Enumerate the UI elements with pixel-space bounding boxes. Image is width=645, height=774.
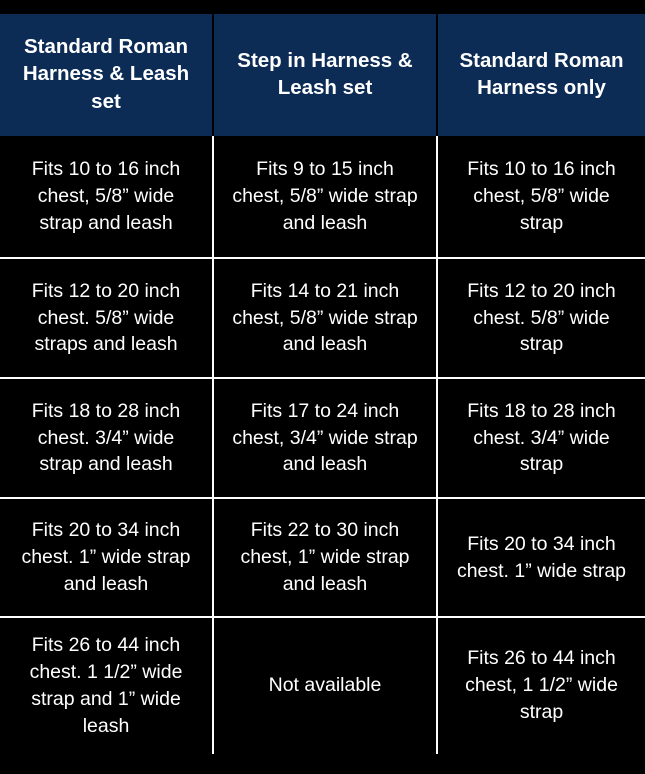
table-cell: Fits 18 to 28 inch chest. 3/4” wide strap and leash — [0, 378, 213, 498]
table-body — [0, 136, 645, 754]
table-cell: Fits 20 to 34 inch chest. 1” wide strap — [437, 498, 645, 617]
table-cell: Fits 26 to 44 inch chest, 1 1/2” wide strap — [437, 617, 645, 754]
column-header-standard-roman-harness-leash-set: Standard Roman Harness & Leash set — [0, 14, 213, 136]
table-cell: Fits 18 to 28 inch chest. 3/4” wide strap — [437, 378, 645, 498]
header-row — [0, 14, 645, 136]
table-header — [0, 14, 645, 136]
harness-size-table — [0, 14, 645, 754]
table-cell: Fits 10 to 16 inch chest, 5/8” wide strap — [437, 136, 645, 258]
table-cell: Fits 17 to 24 inch chest, 3/4” wide strap and leash — [213, 378, 437, 498]
table-cell: Not available — [213, 617, 437, 754]
table-cell: Fits 20 to 34 inch chest. 1” wide strap and leash — [0, 498, 213, 617]
table-cell: Fits 26 to 44 inch chest. 1 1/2” wide strap and 1” wide leash — [0, 617, 213, 754]
table-row — [0, 617, 645, 754]
table-cell: Fits 10 to 16 inch chest, 5/8” wide strap and leash — [0, 136, 213, 258]
table-cell: Fits 12 to 20 inch chest. 5/8” wide straps and leash — [0, 258, 213, 378]
column-header-standard-roman-harness-only: Standard Roman Harness only — [437, 14, 645, 136]
table-cell: Fits 14 to 21 inch chest, 5/8” wide strap and leash — [213, 258, 437, 378]
bottom-spacer — [0, 754, 645, 772]
table-row — [0, 378, 645, 498]
table-cell: Fits 9 to 15 inch chest, 5/8” wide strap and leash — [213, 136, 437, 258]
table-cell: Fits 22 to 30 inch chest, 1” wide strap and leash — [213, 498, 437, 617]
table-row — [0, 258, 645, 378]
table-row — [0, 136, 645, 258]
table-cell: Fits 12 to 20 inch chest. 5/8” wide strap — [437, 258, 645, 378]
table-row — [0, 498, 645, 617]
column-header-step-in-harness-leash-set: Step in Harness & Leash set — [213, 14, 437, 136]
